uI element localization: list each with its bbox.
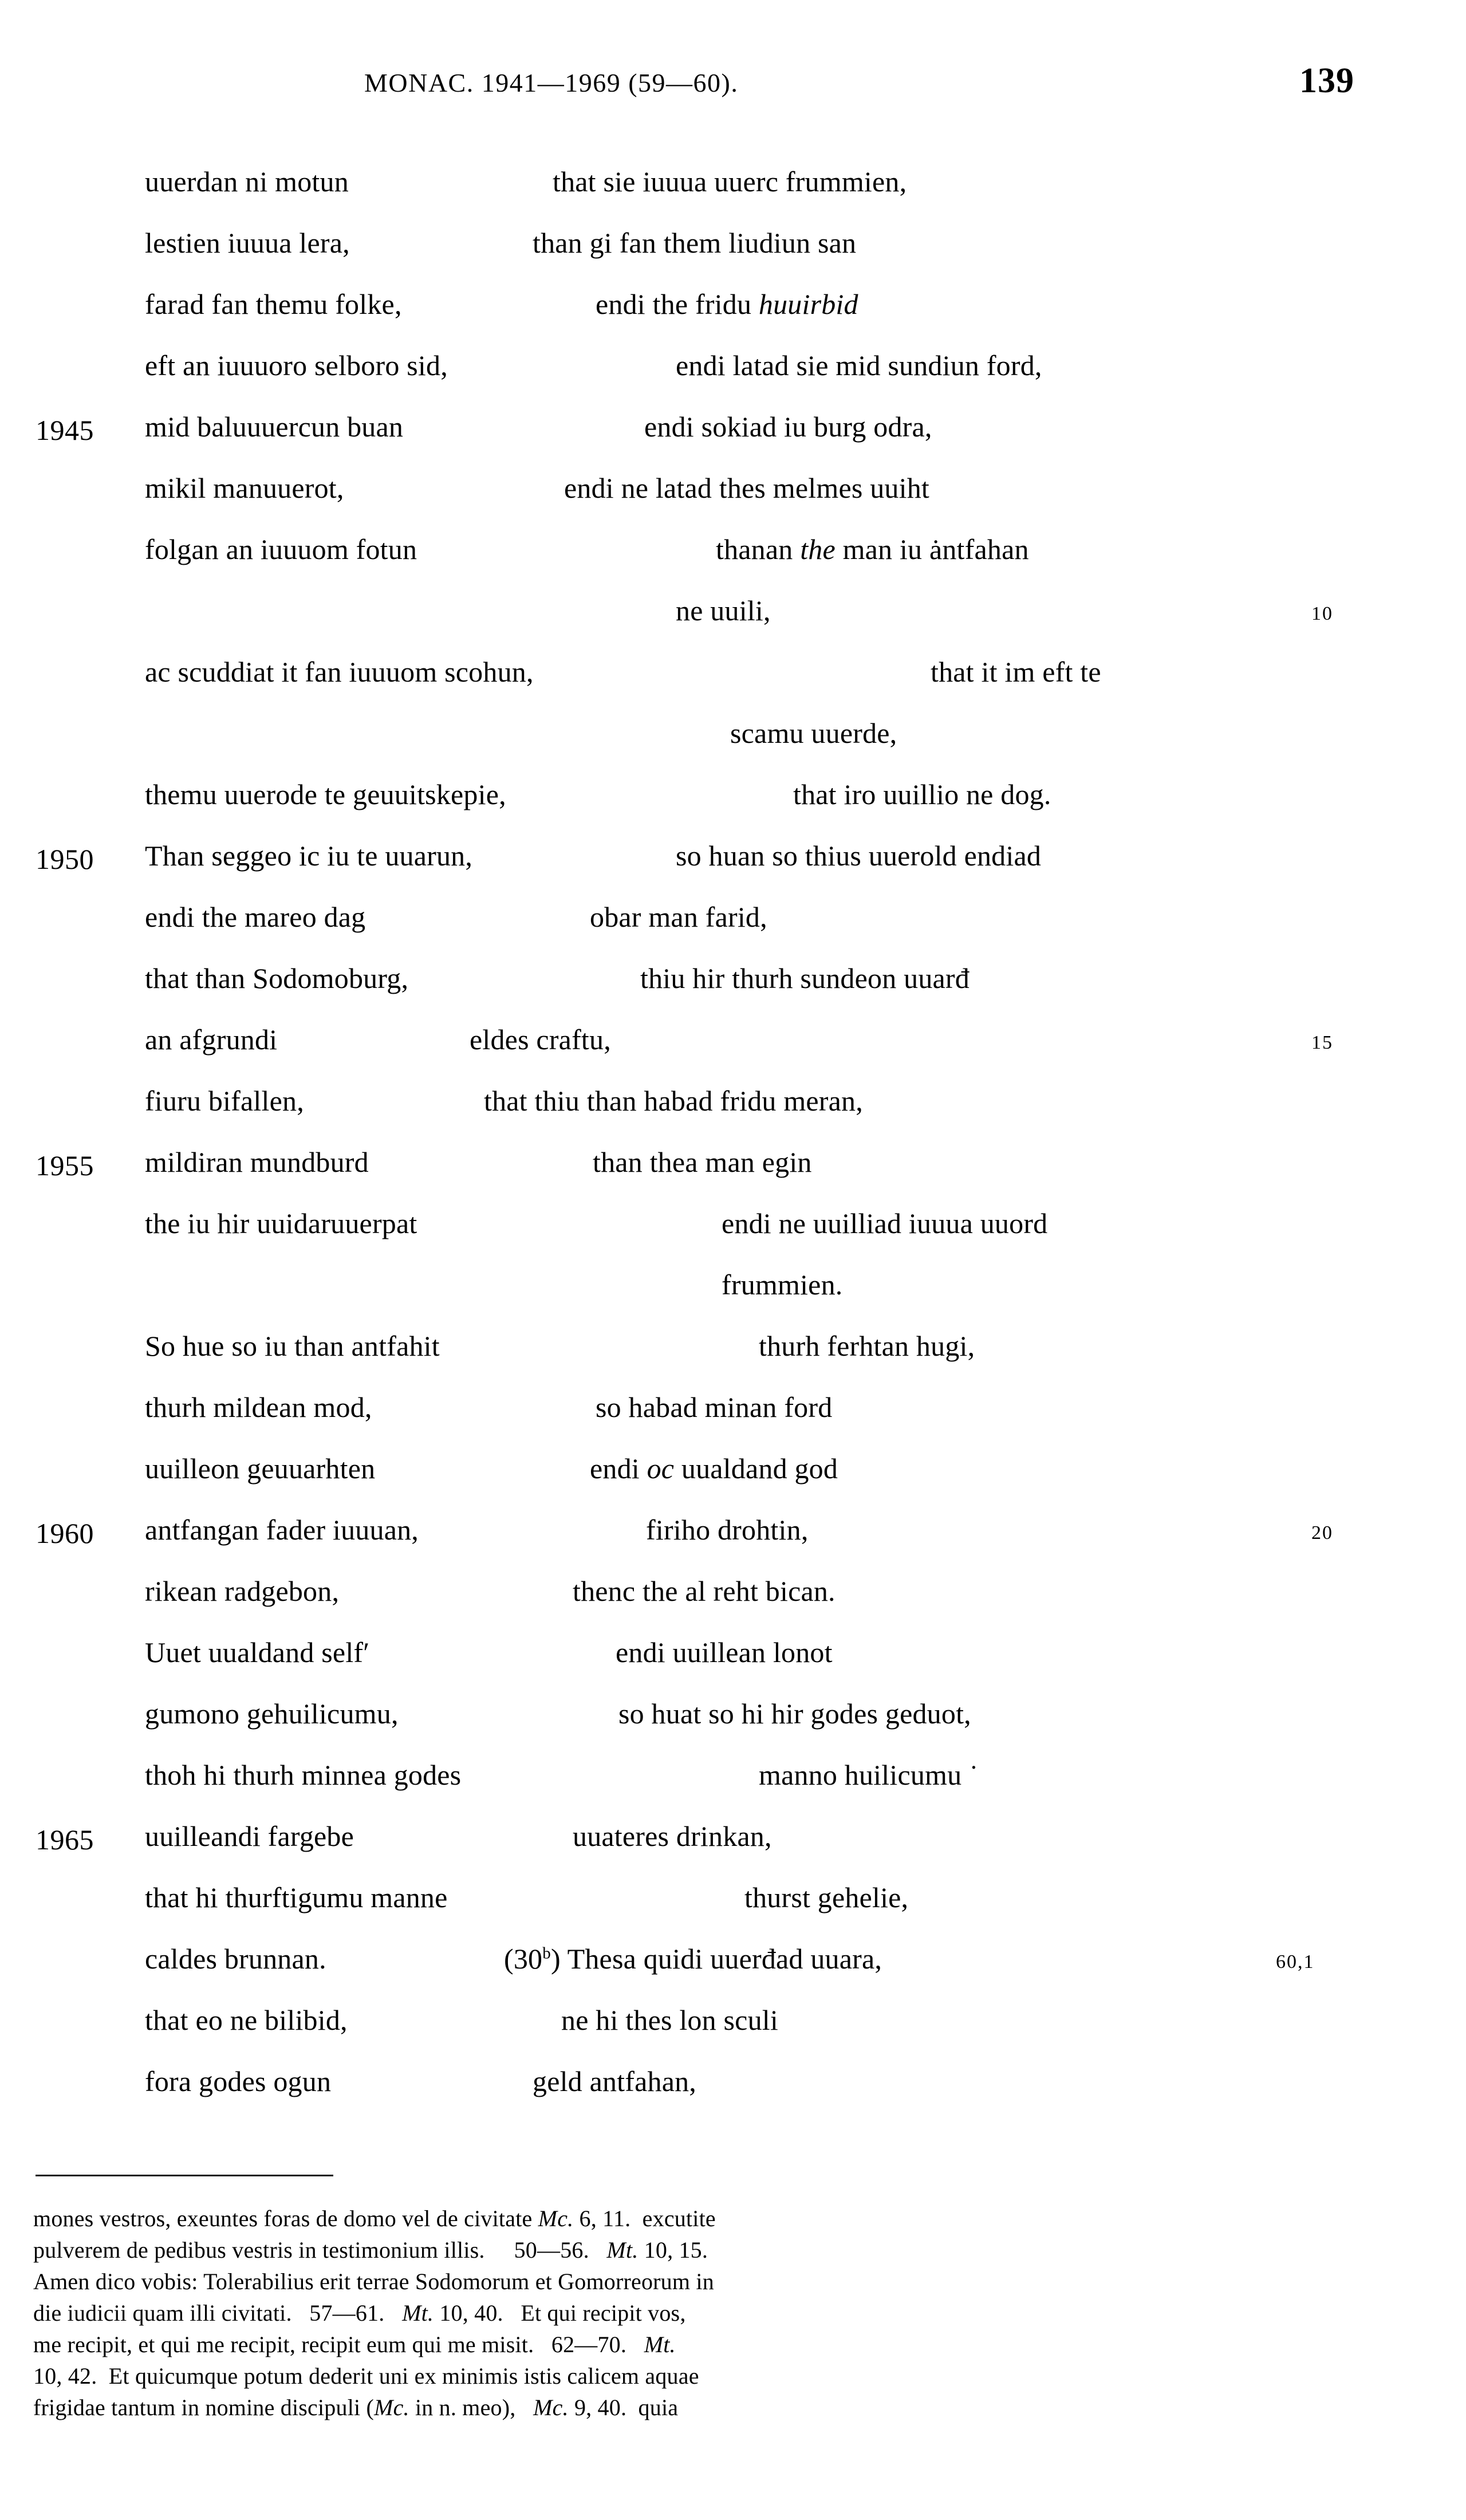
verse-half-line-b: that sie iuuua uuerc frummien,: [553, 166, 907, 198]
verse-line: [0, 900, 1466, 962]
verse-half-line-b: frummien.: [722, 1269, 843, 1301]
verse-line: [0, 1268, 1466, 1329]
verse-half-line-b: scamu uuerde,: [730, 717, 897, 749]
verse-line: [0, 962, 1466, 1023]
verse-line: [0, 1820, 1466, 1881]
apparatus-line: Amen dico vobis: Tolerabilius erit terrae Sodomorum et Gomorreorum in: [33, 2269, 714, 2294]
verse-line-number: 1950: [36, 843, 94, 875]
scripture-sigil: Mc.: [374, 2395, 409, 2420]
verse-half-line-b: thanan the man iu ȧntfahan: [716, 533, 1029, 565]
scripture-sigil: Mc.: [538, 2206, 574, 2231]
verse-half-line-b: so huan so thius uuerold endiad: [676, 840, 1042, 872]
verse-half-line-a: that than Sodomoburg,: [145, 962, 409, 994]
verse-half-line-b: so habad minan ford: [596, 1391, 833, 1423]
verse-half-line-b: ne hi thes lon sculi: [561, 2004, 778, 2036]
verse-half-line-b: endi oc uualdand god: [590, 1452, 838, 1485]
apparatus-line: die iudicii quam illi civitati. 57—61. Mt. 10, 40. Et qui recipit vos,: [33, 2300, 686, 2326]
verse-line: [0, 1023, 1466, 1084]
verse-line: [0, 1942, 1466, 2003]
verse-half-line-a: So hue so iu than antfahit: [145, 1330, 440, 1362]
verse-block: [0, 165, 1466, 2126]
scripture-sigil: Mt.: [402, 2300, 434, 2326]
verse-line: [0, 778, 1466, 839]
footnote-separator-rule: [36, 2175, 333, 2176]
verse-line: [0, 226, 1466, 288]
verse-half-line-a: folgan an iuuuom fotun: [145, 533, 417, 565]
verse-line: [0, 1329, 1466, 1391]
verse-line: [0, 1391, 1466, 1452]
verse-half-line-a: thurh mildean mod,: [145, 1391, 372, 1423]
verse-half-line-b: manno huilicumu ˙: [759, 1759, 979, 1791]
italic-word: oc: [647, 1452, 675, 1485]
verse-line: [0, 839, 1466, 900]
verse-half-line-b: that it im eft te: [931, 656, 1101, 688]
verse-line-number: 1955: [36, 1149, 94, 1182]
verse-line: [0, 1758, 1466, 1820]
verse-half-line-b: obar man farid,: [590, 901, 767, 933]
verse-half-line-a: lestien iuuua lera,: [145, 227, 350, 259]
verse-half-line-b: thiu hir thurh sundeon uuarđ: [640, 962, 970, 994]
apparatus-line: 10, 42. Et quicumque potum dederit uni ex minimis istis calicem aquae: [33, 2363, 699, 2389]
verse-line-number: 1965: [36, 1824, 94, 1856]
verse-half-line-a: an afgrundi: [145, 1023, 278, 1056]
verse-line: [0, 1881, 1466, 1942]
verse-line: [0, 533, 1466, 594]
verse-half-line-b: uuateres drinkan,: [573, 1820, 772, 1852]
verse-half-line-b: firiho drohtin,: [646, 1514, 809, 1546]
verse-half-line-a: mikil manuuerot,: [145, 472, 344, 504]
verse-half-line-b: endi latad sie mid sundiun ford,: [676, 349, 1042, 381]
verse-half-line-a: Uuet uualdand self′: [145, 1636, 370, 1668]
verse-half-line-a: rikean radgebon,: [145, 1575, 340, 1607]
scripture-sigil: Mc.: [533, 2395, 569, 2420]
apparatus-line: me recipit, et qui me recipit, recipit eum qui me misit. 62—70. Mt.: [33, 2332, 676, 2357]
verse-line: [0, 410, 1466, 471]
verse-half-line-b: that thiu than habad fridu meran,: [484, 1085, 863, 1117]
apparatus-block: [33, 2203, 1356, 2423]
verse-line: [0, 471, 1466, 533]
verse-half-line-a: gumono gehuilicumu,: [145, 1698, 399, 1730]
verse-half-line-a: that hi thurftigumu manne: [145, 1881, 448, 1913]
italic-word: the: [800, 533, 836, 565]
verse-line: [0, 2003, 1466, 2065]
verse-half-line-a: mildiran mundburd: [145, 1146, 369, 1178]
verse-line: [0, 1145, 1466, 1207]
scripture-sigil: Mt.: [606, 2237, 639, 2263]
verse-half-line-a: uuerdan ni motun: [145, 166, 349, 198]
verse-half-line-a: ac scuddiat it fan iuuuom scohun,: [145, 656, 534, 688]
verse-line: [0, 1636, 1466, 1697]
verse-half-line-b: thurh ferhtan hugi,: [759, 1330, 975, 1362]
verse-line-number: 1960: [36, 1517, 94, 1549]
running-title: MONAC. 1941—1969 (59—60).: [364, 68, 739, 97]
verse-half-line-b: than thea man egin: [593, 1146, 812, 1178]
verse-half-line-a: eft an iuuuoro selboro sid,: [145, 349, 448, 381]
verse-line: [0, 655, 1466, 716]
verse-line: [0, 716, 1466, 778]
italic-word: huuirbid: [758, 288, 858, 320]
margin-reference-number: 60,1: [1276, 1951, 1315, 1972]
apparatus-line: frigidae tantum in nomine discipuli (Mc. in n. meo), Mc. 9, 40. quia: [33, 2395, 679, 2420]
verse-half-line-a: endi the mareo dag: [145, 901, 366, 933]
verse-half-line-b: thenc the al reht bican.: [573, 1575, 836, 1607]
verse-line: [0, 288, 1466, 349]
verse-line: [0, 1513, 1466, 1574]
verse-half-line-b: ne uuili,: [676, 594, 771, 627]
verse-line: [0, 1084, 1466, 1145]
margin-reference-number: 15: [1311, 1032, 1333, 1053]
running-head: [0, 61, 1466, 119]
verse-line: [0, 1452, 1466, 1513]
verse-half-line-a: mid baluuuercun buan: [145, 411, 404, 443]
verse-half-line-a: that eo ne bilibid,: [145, 2004, 348, 2036]
verse-line: [0, 349, 1466, 410]
verse-half-line-b: (30$^b$) Thesa quidi uuerđad uuara,: [504, 1943, 882, 1975]
folio-marker-superscript: b: [542, 1944, 551, 1963]
verse-line: [0, 1697, 1466, 1758]
verse-half-line-b: endi ne uuilliad iuuua uuord: [722, 1207, 1048, 1239]
verse-half-line-b: than gi fan them liudiun san: [533, 227, 857, 259]
verse-half-line-b: endi uuillean lonot: [616, 1636, 833, 1668]
verse-half-line-a: themu uuerode te geuuitskepie,: [145, 778, 506, 810]
verse-line: [0, 1574, 1466, 1636]
verse-line-number: 1945: [36, 414, 94, 446]
margin-reference-number: 20: [1311, 1522, 1333, 1544]
verse-half-line-a: uuilleon geuuarhten: [145, 1452, 376, 1485]
verse-half-line-a: uuilleandi fargebe: [145, 1820, 354, 1852]
verse-half-line-a: thoh hi thurh minnea godes: [145, 1759, 462, 1791]
verse-half-line-b: that iro uuillio ne dog.: [793, 778, 1051, 810]
verse-half-line-b: endi sokiad iu burg odra,: [644, 411, 932, 443]
apparatus-line: mones vestros, exeuntes foras de domo vel de civitate Mc. 6, 11. excutite: [33, 2206, 716, 2231]
verse-half-line-a: fora godes ogun: [145, 2065, 332, 2097]
page-number: 139: [1299, 61, 1354, 100]
verse-half-line-b: so huat so hi hir godes geduot,: [618, 1698, 971, 1730]
verse-half-line-a: caldes brunnan.: [145, 1943, 326, 1975]
verse-half-line-b: thurst gehelie,: [744, 1881, 909, 1913]
verse-line: [0, 2065, 1466, 2126]
scripture-sigil: Mt.: [644, 2332, 676, 2357]
verse-line: [0, 165, 1466, 226]
verse-half-line-a: Than seggeo ic iu te uuarun,: [145, 840, 473, 872]
verse-half-line-b: endi ne latad thes melmes uuiht: [564, 472, 929, 504]
verse-half-line-a: antfangan fader iuuuan,: [145, 1514, 419, 1546]
verse-half-line-a: the iu hir uuidaruuerpat: [145, 1207, 417, 1239]
verse-half-line-a: farad fan themu folke,: [145, 288, 402, 320]
margin-reference-number: 10: [1311, 603, 1333, 624]
verse-half-line-b: geld antfahan,: [533, 2065, 697, 2097]
verse-half-line-b: endi the fridu huuirbid: [596, 288, 858, 320]
verse-line: [0, 1207, 1466, 1268]
apparatus-line: pulverem de pedibus vestris in testimonium illis. 50—56. Mt. 10, 15.: [33, 2237, 708, 2263]
verse-line: [0, 594, 1466, 655]
verse-half-line-b: eldes craftu,: [470, 1023, 611, 1056]
verse-half-line-a: fiuru bifallen,: [145, 1085, 304, 1117]
